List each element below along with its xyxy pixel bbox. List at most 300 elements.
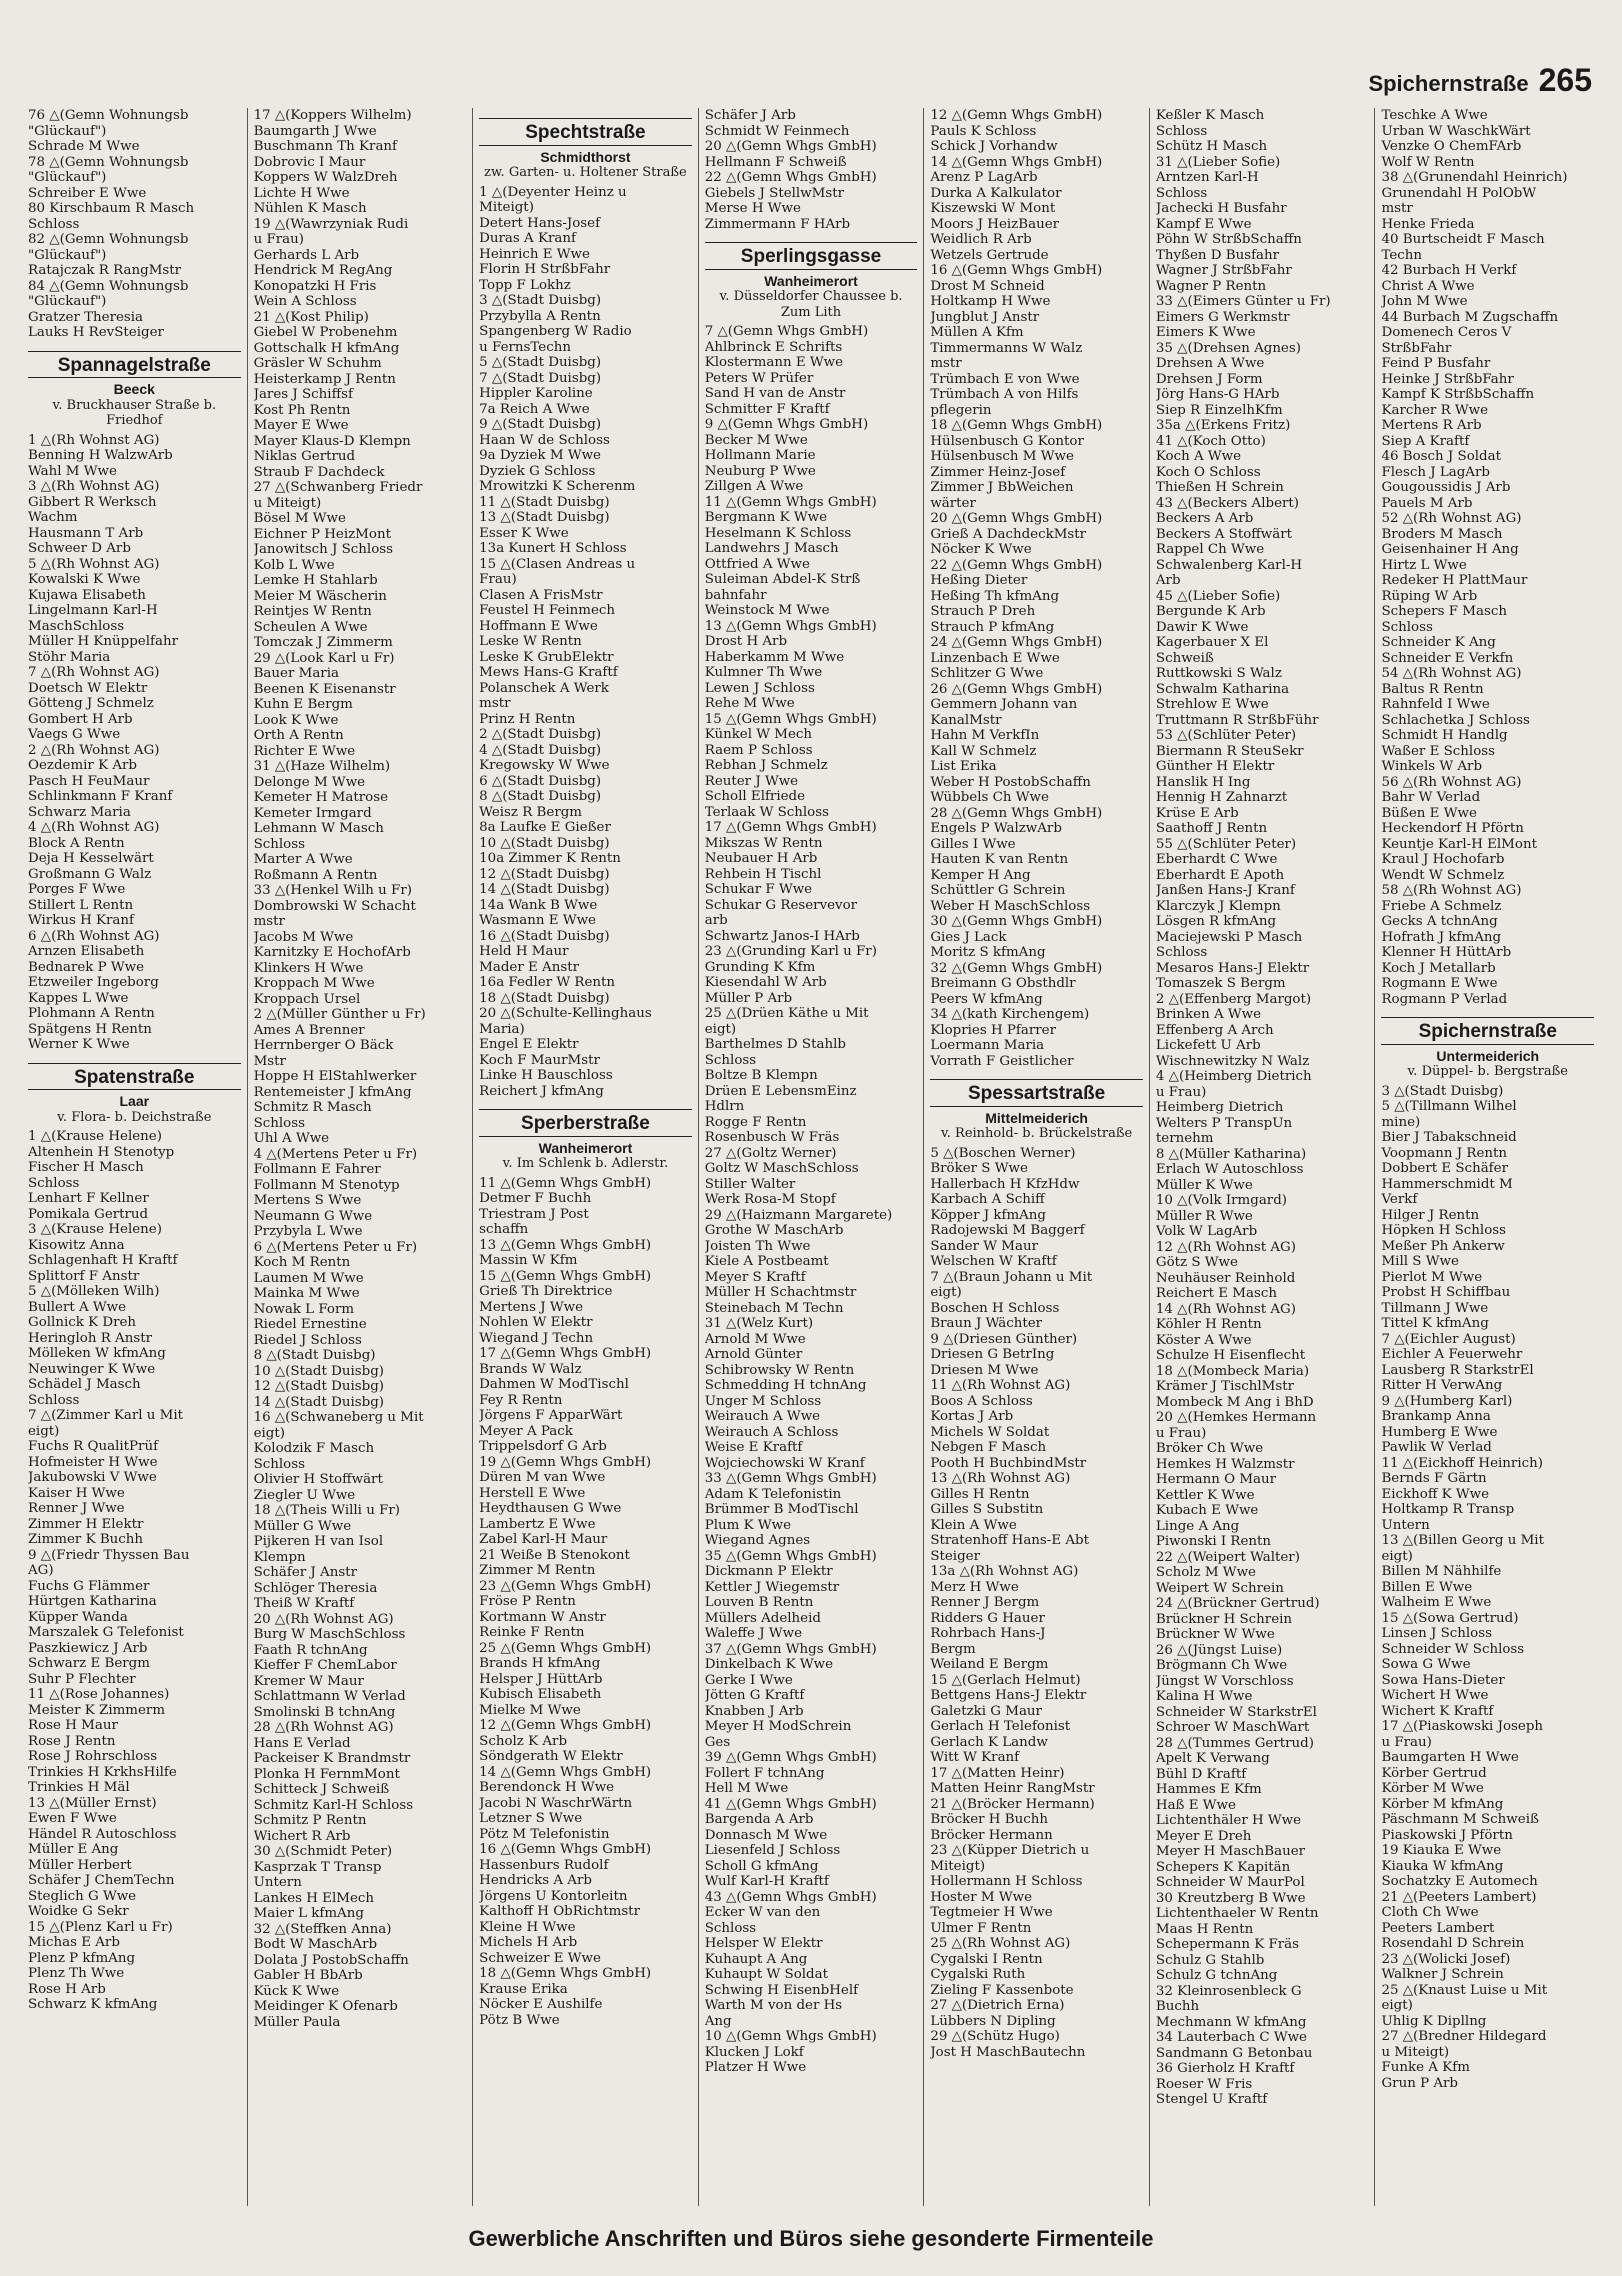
directory-entry: Raem P Schloss [704, 742, 813, 758]
street-heading: Spichernstraße [1381, 1017, 1594, 1045]
directory-entry: Müller G Wwe [253, 1518, 352, 1534]
directory-entry: Lambertz E Wwe [479, 1516, 596, 1532]
directory-entry: Schneider W MaurPol [1155, 1875, 1305, 1890]
directory-entry: Packeiser K Brandmstr [253, 1751, 411, 1766]
directory-entry: 9 △(Friedr Thyssen Bau [28, 1547, 190, 1563]
directory-entry: Bullert A Wwe [28, 1299, 127, 1315]
directory-entry: 17 △(Piaskowski Joseph [1381, 1719, 1544, 1734]
directory-entry: Stengel U Kraftf [1155, 2092, 1268, 2107]
directory-entry: Sand H van de Anstr [704, 386, 846, 401]
directory-entry: Janowitsch J Schloss [253, 542, 394, 557]
directory-entry: Bergunde K Arb [1155, 604, 1266, 619]
directory-entry: Hallerbach H KfzHdw [930, 1176, 1080, 1192]
directory-entry: Fröse P Rentn [479, 1594, 576, 1609]
column-1 [22, 108, 247, 2206]
directory-entry: Mertens S Wwe [253, 1193, 362, 1208]
directory-entry: mstr [930, 356, 962, 371]
directory-entry: Schneider W Schloss [1381, 1641, 1525, 1657]
directory-entry: Gollnick K Dreh [28, 1315, 137, 1330]
directory-entry: Ruttkowski S Walz [1155, 666, 1282, 681]
directory-entry: Miteigt) [930, 1858, 986, 1874]
directory-entry: Klucken J Lokf [704, 2044, 804, 2060]
directory-entry: Rehe M Wwe [704, 696, 795, 711]
directory-entry: Brümmer B ModTischl [704, 1502, 859, 1517]
column-2 [247, 108, 473, 2206]
directory-entry: Stöhr Maria [28, 649, 111, 665]
directory-entry: Lösgen R kfmAng [1155, 914, 1277, 929]
directory-entry: 31 △(Welz Kurt) [704, 1316, 814, 1331]
directory-entry: Gilles H Rentn [930, 1486, 1030, 1502]
directory-entry: 41 △(Koch Otto) [1155, 433, 1266, 449]
directory-entry: Lauks H RevSteiger [28, 325, 164, 340]
directory-entry: Follert F tchnAng [704, 1765, 825, 1781]
directory-entry: Giebels J StellwMstr [704, 185, 845, 201]
directory-entry: 33 △(Gemn Whgs GmbH) [704, 1471, 877, 1486]
directory-entry: Fuchs R QualitPrüf [28, 1439, 159, 1454]
directory-entry: Riedel Ernestine [253, 1317, 367, 1332]
directory-entry: Michels H Arb [479, 1935, 578, 1950]
directory-entry: Pierlot M Wwe [1381, 1269, 1483, 1285]
directory-entry: 17 △(Matten Heinr) [930, 1765, 1065, 1781]
directory-entry: Peers W kfmAng [930, 991, 1043, 1007]
directory-entry: Eimers K Wwe [1155, 325, 1256, 340]
directory-entry: Uhl A Wwe [253, 1131, 330, 1146]
directory-entry: Ratajczak R RangMstr [28, 263, 182, 278]
directory-entry: Wetzels Gertrude [930, 247, 1049, 263]
directory-entry: Strauch P kfmAng [930, 619, 1055, 635]
directory-entry: Thießen H Schrein [1155, 480, 1284, 495]
directory-entry: 18 △(Theis Willi u Fr) [253, 1503, 400, 1518]
directory-entry: Schreiber E Wwe [28, 185, 147, 201]
directory-entry: Rohrbach Hans-J [930, 1626, 1046, 1641]
directory-entry: Künkel W Mech [704, 727, 813, 742]
directory-entry: Nöcker E Aushilfe [479, 1997, 603, 2012]
directory-entry: Trippelsdorf G Arb [479, 1439, 607, 1454]
directory-entry: 1 △(Krause Helene) [28, 1129, 162, 1144]
directory-entry: 23 △(Gemn Whgs GmbH) [479, 1578, 652, 1594]
directory-entry: Ottfried A Wwe [704, 556, 810, 572]
directory-entry: Päschmann M Schweiß [1381, 1812, 1539, 1827]
directory-entry: Nohlen W Elektr [479, 1315, 593, 1330]
directory-entry: Baumgarth J Wwe [253, 123, 377, 139]
directory-entry: Drost H Arb [704, 634, 788, 649]
directory-entry: 4 △(Mertens Peter u Fr) [253, 1146, 418, 1162]
directory-entry: Mstr [253, 1053, 286, 1069]
directory-entry: Linsen J Schloss [1381, 1626, 1492, 1641]
directory-entry: Porges F Wwe [28, 882, 126, 897]
directory-entry: Kolb L Wwe [253, 557, 335, 573]
directory-entry: Tomaszek S Bergm [1155, 976, 1286, 991]
directory-entry: Klinkers H Wwe [253, 960, 364, 976]
directory-entry: Schmitz R Masch [253, 1100, 372, 1115]
directory-entry: Hendricks A Arb [479, 1873, 592, 1888]
directory-entry: Pooth H BuchbindMstr [930, 1455, 1087, 1471]
directory-entry: Weisz R Bergm [479, 804, 582, 820]
directory-entry: Krüse E Arb [1155, 805, 1239, 821]
directory-entry: 9 △(Driesen Günther) [930, 1331, 1078, 1347]
directory-entry: 26 △(Gemn Whgs GmbH) [930, 681, 1103, 697]
directory-entry: Müller K Wwe [1155, 1177, 1253, 1193]
page-number: 265 [1538, 62, 1592, 98]
district-label: Untermeiderich [1436, 1047, 1540, 1064]
directory-entry: Pijkeren H van Isol [253, 1534, 384, 1549]
directory-entry: Lickefett U Arb [1155, 1038, 1261, 1053]
directory-entry: Jacobs M Wwe [253, 929, 354, 945]
directory-entry: 31 △(Lieber Sofie) [1155, 154, 1281, 170]
directory-entry: Kemeter Irmgard [253, 805, 372, 821]
directory-entry: 14a Wank B Wwe [479, 897, 598, 913]
directory-entry: Plum K Wwe [704, 1517, 792, 1533]
directory-entry: Matten Heinr RangMstr [930, 1781, 1095, 1796]
directory-entry: Piaskowski J Pförtn [1381, 1827, 1513, 1843]
directory-entry: 42 Burbach H Verkf [1381, 263, 1517, 278]
directory-entry: Polanschek A Werk [479, 680, 609, 696]
directory-entry: Zimmer Heinz-Josef [930, 464, 1066, 480]
directory-entry: Arnold M Wwe [704, 1331, 806, 1347]
directory-entry: 13 △(Gemn Whgs GmbH) [704, 618, 877, 634]
street-range: zw. Garten- u. Holtener Straße [484, 165, 687, 180]
directory-entry: Woidke G Sekr [28, 1904, 129, 1919]
directory-entry: 14 △(Stadt Duisbg) [253, 1394, 385, 1410]
directory-entry: 30 Kreutzberg B Wwe [1155, 1890, 1306, 1906]
directory-entry: Schwing H EisenbHelf [704, 1982, 859, 1998]
directory-entry: 56 △(Rh Wohnst AG) [1381, 774, 1522, 790]
directory-entry: 15 △(Gemn Whgs GmbH) [479, 1268, 652, 1284]
directory-entry: Hendrick M RegAng [253, 263, 393, 278]
directory-entry: Hausmann T Arb [28, 525, 144, 541]
directory-entry: 28 △(Tummes Gertrud) [1155, 1735, 1314, 1751]
directory-entry: Heckendorf H Pförtn [1381, 821, 1524, 836]
directory-entry: Koch O Schloss [1155, 464, 1261, 480]
directory-entry: Wischnewitzky N Walz [1155, 1053, 1310, 1069]
directory-entry: Weber H PostobSchaffn [930, 774, 1091, 790]
directory-entry: Massin W Kfm [479, 1253, 578, 1268]
directory-entry: Plonka H FernmMont [253, 1766, 400, 1782]
directory-entry: Bauer Maria [253, 666, 339, 681]
directory-entry: Grunding K Kfm [704, 959, 816, 975]
directory-entry: Hollermann H Schloss [930, 1874, 1083, 1889]
directory-entry: Cloth Ch Wwe [1381, 1905, 1479, 1920]
directory-entry: List Erika [930, 759, 997, 774]
directory-entry: Hülsenbusch M Wwe [930, 449, 1074, 464]
directory-entry: Spangenberg W Radio [479, 324, 632, 339]
directory-entry: Schmitz P Rentn [253, 1813, 367, 1828]
directory-entry: Hauten K van Rentn [930, 852, 1069, 867]
directory-entry: Mainka M Wwe [253, 1286, 360, 1301]
directory-entry: Dyziek G Schloss [479, 463, 596, 479]
directory-entry: Maria) [479, 1021, 525, 1037]
directory-entry: Pöhn W StrßbSchaffn [1155, 232, 1302, 247]
directory-entry: Wahl M Wwe [28, 463, 117, 479]
directory-entry: Gerlach H Telefonist [930, 1719, 1071, 1734]
directory-entry: 7 △(Gemn Whgs GmbH) [704, 324, 869, 339]
directory-entry: 9a Dyziek M Wwe [479, 448, 601, 463]
directory-entry: Ziegler U Wwe [253, 1487, 356, 1503]
directory-entry: Unger M Schloss [704, 1393, 822, 1409]
directory-entry: Werner K Wwe [28, 1037, 130, 1052]
directory-entry: Schepers K Kapitän [1155, 1859, 1291, 1875]
directory-entry: 11 △(Eickhoff Heinrich) [1381, 1455, 1543, 1471]
directory-entry: Hofmeister H Wwe [28, 1454, 158, 1470]
directory-entry: Wein A Schloss [253, 294, 357, 309]
directory-entry: u Frau) [1155, 1425, 1207, 1441]
directory-entry: 13a △(Rh Wohnst AG) [930, 1564, 1079, 1579]
directory-entry: Richter E Wwe [253, 743, 356, 759]
directory-entry: Großmann G Walz [28, 866, 152, 882]
directory-entry: eigt) [1381, 1548, 1413, 1564]
directory-entry: Dawir K Wwe [1155, 619, 1249, 635]
directory-entry: 30 △(Gemn Whgs GmbH) [930, 914, 1103, 929]
directory-entry: Zimmer K Buchh [28, 1532, 144, 1547]
directory-entry: Düren M van Wwe [479, 1470, 606, 1485]
directory-entry: Nühlen K Masch [253, 201, 367, 216]
directory-entry: Bröker S Wwe [930, 1161, 1028, 1176]
directory-entry: John M Wwe [1381, 294, 1468, 309]
directory-entry: Braun J Wächter [930, 1316, 1043, 1331]
directory-entry: Wiegand Agnes [704, 1533, 811, 1548]
directory-entry: Riedel J Schloss [253, 1332, 362, 1348]
directory-entry: 12 △(Gemn Whgs GmbH) [479, 1718, 652, 1733]
directory-entry: Kortas J Arb [930, 1409, 1014, 1424]
directory-entry: Letzner S Wwe [479, 1811, 583, 1826]
directory-entry: Plenz P kfmAng [28, 1950, 136, 1966]
directory-entry: Altenhein H Stenotyp [28, 1144, 175, 1160]
directory-entry: Hirtz L Wwe [1381, 557, 1467, 573]
street-heading: Spannagelstraße [28, 351, 241, 379]
directory-entry: 14 △(Gemn Whgs GmbH) [479, 1764, 652, 1780]
street-heading: Spessartstraße [930, 1079, 1143, 1107]
directory-entry: Lenhart F Kellner [28, 1191, 149, 1206]
directory-entry: Kortmann W Anstr [479, 1609, 606, 1625]
directory-entry: 27 △(Bredner Hildegard [1381, 2029, 1547, 2044]
directory-entry: Brögmann Ch Wwe [1155, 1658, 1288, 1673]
district-label: Schmidthorst [540, 148, 631, 165]
directory-entry: Köpper J kfmAng [930, 1207, 1047, 1223]
directory-entry: Gerhards L Arb [253, 247, 360, 263]
directory-entry: Mielke M Wwe [479, 1702, 581, 1718]
directory-entry: Liesenfeld J Schloss [704, 1843, 841, 1858]
directory-entry: 27 △(Schwanberg Friedr [253, 480, 423, 495]
directory-entry: mine) [1381, 1114, 1421, 1130]
directory-entry: 8 △(Müller Katharina) [1155, 1146, 1307, 1162]
directory-entry: Maciejewski P Masch [1155, 929, 1303, 945]
directory-entry: 16 △(Schwaneberg u Mit [253, 1410, 424, 1425]
directory-entry: Lichte H Wwe [253, 185, 350, 201]
directory-entry: 10 △(Gemn Whgs GmbH) [704, 2029, 877, 2044]
directory-entry: Schmitter F Kraftf [704, 401, 830, 417]
directory-entry: Bier J Tabakschneid [1381, 1130, 1517, 1145]
directory-entry: Wiegand J Techn [479, 1330, 594, 1346]
directory-entry: Loermann Maria [930, 1038, 1045, 1053]
directory-entry: 58 △(Rh Wohnst AG) [1381, 883, 1522, 898]
directory-entry: Schwalenberg Karl-H [1155, 557, 1303, 573]
directory-entry: Rose J Rentn [28, 1733, 116, 1749]
directory-entry: Witt W Kranf [930, 1750, 1020, 1765]
directory-entry: Henke Frieda [1381, 216, 1475, 232]
directory-entry: Neubauer H Arb [704, 851, 818, 866]
directory-entry: Neuwinger K Wwe [28, 1361, 156, 1377]
directory-entry: Lemke H Stahlarb [253, 573, 378, 588]
directory-entry: Jörgens U Kontorleitn [479, 1888, 628, 1904]
directory-entry: Schwarz Maria [28, 804, 131, 820]
directory-entry: 28 △(Rh Wohnst AG) [253, 1720, 394, 1735]
directory-entry: Kremer W Maur [253, 1673, 364, 1689]
directory-entry: Hippler Karoline [479, 386, 593, 401]
directory-entry: wärter [930, 495, 976, 511]
directory-entry: Dolata J PostobSchaffn [253, 1952, 409, 1968]
directory-entry: Doetsch W Elektr [28, 680, 148, 696]
directory-entry: 52 △(Rh Wohnst AG) [1381, 511, 1522, 526]
directory-entry: Rehbein H Tischl [704, 866, 822, 882]
directory-entry: 18 △(Gemn Whgs GmbH) [930, 418, 1103, 433]
directory-entry: Untern [253, 1875, 302, 1890]
directory-entry: Feind P Busfahr [1381, 356, 1491, 371]
directory-entry: 20 △(Schulte-Kellinghaus [479, 1006, 652, 1021]
directory-entry: Schlinkmann F Kranf [28, 789, 173, 804]
directory-entry: Rahnfeld I Wwe [1381, 697, 1490, 712]
directory-entry: Held H Maur [479, 944, 569, 959]
directory-entry: 2 △(Effenberg Margot) [1155, 991, 1312, 1007]
directory-entry: Burg W MaschSchloss [253, 1627, 406, 1642]
directory-entry: Strehlow E Wwe [1155, 697, 1269, 712]
directory-entry: Rogge F Rentn [704, 1114, 807, 1130]
directory-entry: Müller R Wwe [1155, 1208, 1253, 1224]
directory-entry: Arntzen Karl-H [1155, 170, 1259, 185]
directory-entry: Schädel J Masch [28, 1377, 141, 1392]
street-range: v. Bruckhauser Straße b. Friedhof [52, 397, 217, 428]
directory-entry: Schneider E Verkfn [1381, 650, 1514, 666]
directory-entry: Neuburg P Wwe [704, 463, 816, 479]
directory-entry: 76 △(Gemn Wohnungsb [28, 108, 189, 123]
directory-entry: Meyer H MaschBauer [1155, 1844, 1306, 1859]
directory-entry: Konopatzki H Fris [253, 278, 377, 294]
column-3 [472, 108, 698, 2206]
directory-entry: Durka A Kalkulator [930, 185, 1062, 201]
directory-entry: Helsper J HüttArb [479, 1671, 603, 1687]
directory-entry: Kiauka W kfmAng [1381, 1858, 1504, 1874]
directory-entry: Wolf W Rentn [1381, 154, 1475, 170]
directory-entry: Weise E Kraftf [704, 1440, 803, 1455]
directory-entry: Vorrath F Geistlicher [930, 1053, 1074, 1069]
directory-entry: Heßing Dieter [930, 573, 1028, 588]
directory-entry: 10 △(Stadt Duisbg) [479, 835, 610, 851]
directory-entry: Plenz Th Wwe [28, 1966, 125, 1981]
directory-entry: Weiland E Bergm [930, 1657, 1049, 1672]
directory-entry: 20 △(Gemn Whgs GmbH) [704, 139, 877, 154]
directory-entry: Flesch J LagArb [1381, 464, 1490, 480]
directory-entry: Trümbach E von Wwe [930, 371, 1080, 387]
directory-entry: Hdlrn [704, 1099, 745, 1114]
directory-entry: Przybylla A Rentn [479, 308, 601, 324]
directory-entry: Janßen Hans-J Kranf [1155, 883, 1295, 898]
directory-entry: Teschke A Wwe [1381, 108, 1488, 123]
directory-entry: Kieffer F ChemLabor [253, 1658, 397, 1673]
directory-entry: 20 △(Rh Wohnst AG) [253, 1611, 394, 1627]
directory-entry: 35a △(Erkens Fritz) [1155, 418, 1291, 433]
directory-entry: Wasmann E Wwe [479, 913, 596, 928]
directory-entry: Drehsen J Form [1155, 371, 1263, 387]
directory-entry: 12 △(Stadt Duisbg) [479, 866, 610, 882]
directory-entry: Billen E Wwe [1381, 1579, 1473, 1595]
directory-entry: Kulmner Th Wwe [704, 665, 823, 680]
directory-entry: 5 △(Rh Wohnst AG) [28, 556, 160, 572]
directory-entry: Barthelmes D Stahlb [704, 1037, 846, 1052]
directory-entry: Lingelmann Karl-H [28, 603, 158, 618]
directory-entry: 3 △(Rh Wohnst AG) [28, 479, 160, 494]
directory-entry: Heimberg Dietrich [1155, 1100, 1284, 1115]
directory-entry: Lichtenthäler H Wwe [1155, 1813, 1302, 1828]
directory-entry: Moritz S kfmAng [930, 945, 1046, 960]
directory-entry: Wichert H Wwe [1381, 1688, 1489, 1703]
directory-entry: Dahmen W ModTischl [479, 1377, 629, 1392]
directory-entry: Kowalski K Wwe [28, 572, 141, 587]
directory-entry: Schäfer J Anstr [253, 1565, 357, 1580]
directory-entry: 7 △(Stadt Duisbg) [479, 370, 602, 386]
directory-entry: 19 Kiauka E Wwe [1381, 1843, 1502, 1858]
directory-entry: Helsper W Elektr [704, 1936, 823, 1951]
directory-entry: Wulf Karl-H Kraftf [704, 1874, 829, 1889]
directory-entry: Meier M Wäscherin [253, 588, 387, 604]
directory-entry: Roßmann A Rentn [253, 867, 378, 883]
directory-entry: Hofrath J kfmAng [1381, 929, 1502, 945]
directory-entry: Zimmer M Rentn [479, 1563, 596, 1578]
directory-entry: Giebel W Probenehm [253, 325, 398, 340]
directory-entry: Steinebach M Techn [704, 1300, 844, 1316]
directory-entry: Herrnberger O Bäck [253, 1038, 394, 1053]
directory-entry: Knabben J Arb [704, 1703, 804, 1719]
directory-entry: Suleiman Abdel-K Strß [704, 572, 861, 587]
directory-entry: Hürtgen Katharina [28, 1594, 157, 1609]
directory-entry: 32 △(Gemn Whgs GmbH) [930, 960, 1103, 976]
directory-entry: Schweizer E Wwe [479, 1950, 601, 1966]
directory-entry: Goltz W MaschSchloss [704, 1161, 859, 1176]
directory-entry: Walheim E Wwe [1381, 1595, 1492, 1610]
directory-entry: Drüen E LebensmEinz [704, 1083, 857, 1099]
directory-entry: Kalthoff H ObRichtmstr [479, 1904, 640, 1919]
directory-entry: Brankamp Anna [1381, 1409, 1491, 1424]
directory-entry: Heydthausen G Wwe [479, 1501, 622, 1516]
directory-entry: Roeser W Fris [1155, 2076, 1253, 2092]
directory-entry: 84 △(Gemn Wohnungsb [28, 278, 189, 294]
directory-entry: Karcher R Wwe [1381, 402, 1489, 418]
directory-entry: Venzke O ChemFArb [1381, 139, 1522, 154]
directory-entry: Körber M Wwe [1381, 1781, 1484, 1796]
directory-entry: 36 Gierholz H Kraftf [1155, 2061, 1295, 2076]
directory-entry: 44 Burbach M Zugschaffn [1381, 309, 1559, 325]
directory-entry: Zillgen A Wwe [704, 479, 804, 494]
directory-entry: 13 △(Rh Wohnst AG) [930, 1471, 1071, 1486]
directory-entry: Clasen A FrisMstr [479, 587, 603, 603]
directory-entry: Marszalek G Telefonist [28, 1625, 184, 1640]
directory-entry: Büßen E Wwe [1381, 805, 1477, 821]
directory-entry: Timmermanns W Walz [930, 340, 1083, 356]
directory-entry: Hilger J Rentn [1381, 1207, 1480, 1223]
directory-entry: Mölleken W kfmAng [28, 1346, 166, 1361]
directory-entry: 5 △(Mölleken Wilh) [28, 1284, 160, 1299]
directory-entry: Apelt K Verwang [1155, 1751, 1270, 1766]
street-heading: Spatenstraße [28, 1063, 241, 1091]
directory-entry: Schloss [28, 1392, 80, 1408]
directory-entry: Jakubowski V Wwe [28, 1470, 157, 1485]
directory-entry: Drost M Schneid [930, 278, 1045, 294]
directory-entry: Eickhoff K Wwe [1381, 1486, 1490, 1502]
directory-entry: Hammes E Kfm [1155, 1782, 1262, 1797]
directory-entry: Schäfer J Arb [704, 108, 796, 123]
directory-entry: Müller P Arb [704, 990, 793, 1006]
directory-entry: Deja H Kesselwärt [28, 851, 154, 866]
directory-entry: Pötz B Wwe [479, 2012, 560, 2028]
directory-entry: 16a Fedler W Rentn [479, 975, 616, 990]
